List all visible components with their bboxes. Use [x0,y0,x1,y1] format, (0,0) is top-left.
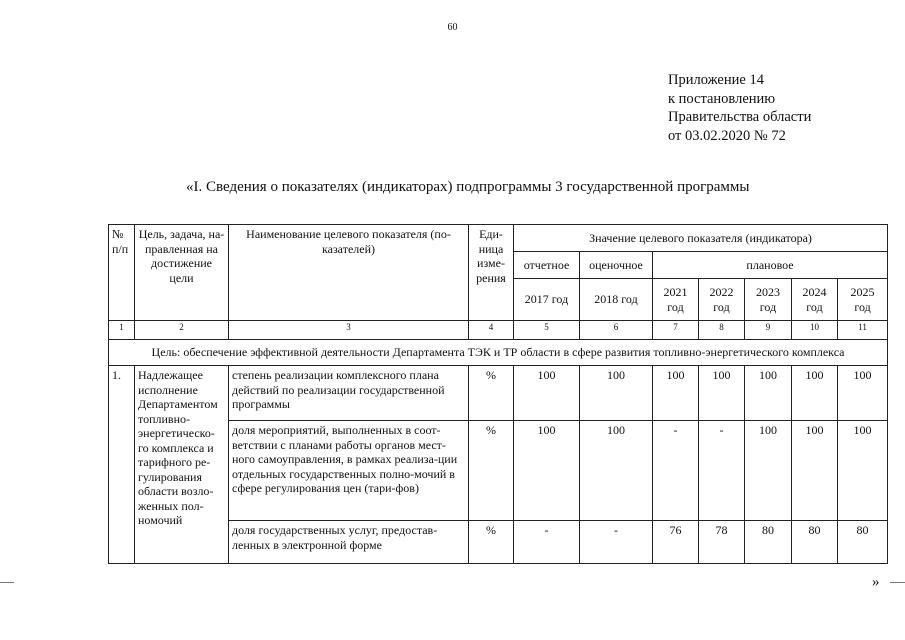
value-2025: 100 [838,366,888,421]
column-number: 4 [469,321,514,340]
appendix-line: от 03.02.2020 № 72 [668,127,786,144]
value-2017: 100 [514,366,580,421]
header-year-2024: 2024 год [792,279,838,321]
column-number: 10 [792,321,838,340]
header-year-2023: 2023 год [745,279,792,321]
column-number: 11 [838,321,888,340]
value-2018: 100 [580,421,653,521]
column-number: 9 [745,321,792,340]
indicators-table [108,224,888,564]
value-2022: 78 [699,521,745,564]
task-text: Надлежащее исполнение Департаментом топливно-энергетическо-го комплекса и тарифного ре-гулирования области возло-женных пол-номочий [135,366,229,564]
indicator-name: доля мероприятий, выполненных в соот-ветствии с планами работы органов мест-ного самоуправления, в рамках реализа-ции отдельных государственных полно-мочий в сфере регулирования цен (тари-фов) [229,421,469,521]
header-year-2021: 2021 год [653,279,699,321]
value-2018: 100 [580,366,653,421]
goal-row: Цель: обеспечение эффективной деятельности Департамента ТЭК и ТР области в сфере развития топливно-энергетического комплекса [109,340,888,366]
value-2023: 100 [745,421,792,521]
header-year-2022: 2022 год [699,279,745,321]
column-number: 5 [514,321,580,340]
document-title: «I. Сведения о показателях (индикаторах) подпрограммы 3 государственной программы [186,179,750,195]
header-year-2025: 2025 год [838,279,888,321]
value-2023: 80 [745,521,792,564]
header-planned: плановое [653,252,888,279]
page-edge-mark [890,582,905,583]
column-number: 8 [699,321,745,340]
column-number: 7 [653,321,699,340]
continuation-mark: » [872,574,880,590]
appendix-line: Правительства области [668,109,812,125]
appendix-line: Приложение 14 [668,72,764,88]
value-2024: 100 [792,421,838,521]
header-indicator-name: Наименование целевого показателя (по-казателей) [229,225,469,321]
header-year-2017: 2017 год [514,279,580,321]
value-2024: 80 [792,521,838,564]
appendix-note [668,71,811,145]
value-2018: - [580,521,653,564]
header-reported: отчетное [514,252,580,279]
indicator-unit: % [469,521,514,564]
header-unit: Еди-ница изме-рения [469,225,514,321]
value-2025: 80 [838,521,888,564]
value-2025: 100 [838,421,888,521]
header-goal: Цель, задача, на-правленная на достижение цели [135,225,229,321]
header-num: № п/п [109,225,135,321]
column-number: 2 [135,321,229,340]
header-value: Значение целевого показателя (индикатора) [514,225,888,252]
value-2022: 100 [699,366,745,421]
column-number: 6 [580,321,653,340]
indicator-name: доля государственных услуг, предостав-ленных в электронной форме [229,521,469,564]
indicator-name: степень реализации комплексного плана действий по реализации государственной программы [229,366,469,421]
value-2017: 100 [514,421,580,521]
column-number: 1 [109,321,135,340]
page-number: 60 [447,22,458,33]
appendix-line: к постановлению [668,90,776,107]
value-2021: 100 [653,366,699,421]
value-2024: 100 [792,366,838,421]
value-2021: - [653,421,699,521]
value-2023: 100 [745,366,792,421]
indicator-unit: % [469,366,514,421]
value-2022: - [699,421,745,521]
header-estimated: оценочное [580,252,653,279]
page-edge-mark [0,582,14,583]
task-number: 1. [109,366,135,564]
header-year-2018: 2018 год [580,279,653,321]
indicator-unit: % [469,421,514,521]
column-number: 3 [229,321,469,340]
value-2021: 76 [653,521,699,564]
value-2017: - [514,521,580,564]
